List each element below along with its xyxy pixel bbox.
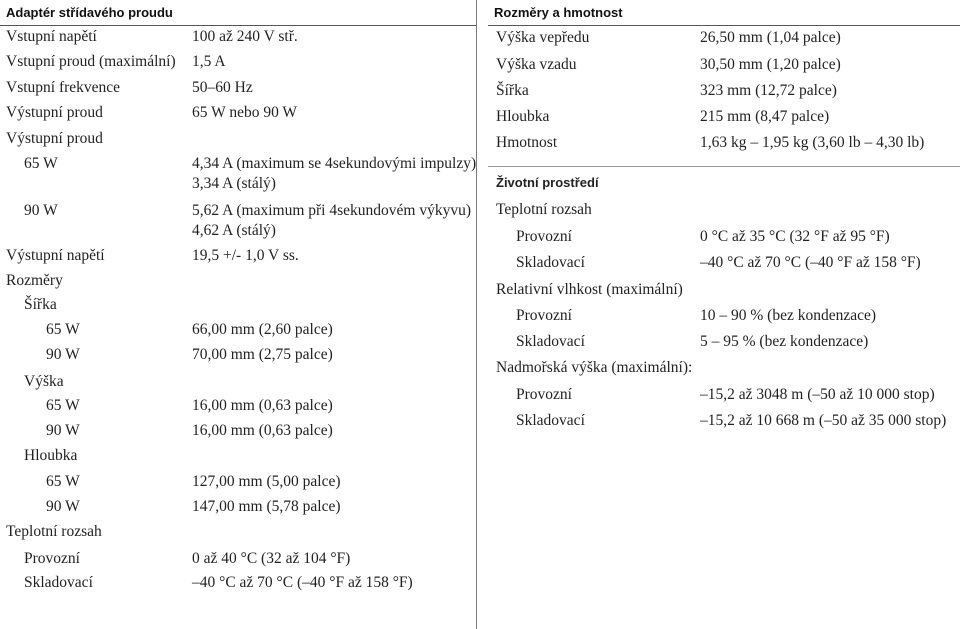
- spec-label: Vstupní proud (maximální): [6, 53, 176, 70]
- spec-label: Vstupní frekvence: [6, 79, 121, 96]
- ac-adapter-table: [0, 0, 477, 629]
- spec-value: –40 °C až 70 °C (–40 °F až 158 °F): [192, 574, 413, 591]
- spec-value-secondary: 3,34 A (stálý): [192, 175, 276, 192]
- spec-value: 30,50 mm (1,20 palce): [700, 56, 841, 73]
- spec-value: 215 mm (8,47 palce): [700, 108, 830, 125]
- spec-value: 16,00 mm (0,63 palce): [192, 422, 333, 439]
- spec-label: Skladovací: [516, 333, 585, 350]
- spec-label: Nadmořská výška (maximální):: [496, 359, 693, 376]
- spec-value: 16,00 mm (0,63 palce): [192, 397, 333, 414]
- spec-label: Výška vepředu: [496, 29, 590, 46]
- spec-label: Šířka: [496, 82, 529, 99]
- ac-adapter-title: Adaptér střídavého proudu: [0, 0, 476, 26]
- spec-label: 65 W: [46, 397, 80, 414]
- spec-value: 26,50 mm (1,04 palce): [700, 29, 841, 46]
- spec-label: Teplotní rozsah: [6, 523, 102, 540]
- spec-label: 65 W: [46, 321, 80, 338]
- spec-label: Hloubka: [496, 108, 550, 125]
- spec-label: Skladovací: [516, 254, 585, 271]
- spec-label: 65 W: [24, 155, 58, 172]
- spec-label: 90 W: [46, 498, 80, 515]
- spec-value: 127,00 mm (5,00 palce): [192, 473, 341, 490]
- spec-value: 50–60 Hz: [192, 79, 253, 96]
- spec-label: Výška: [24, 373, 64, 390]
- spec-value: 70,00 mm (2,75 palce): [192, 346, 333, 363]
- dimensions-weight-title: Rozměry a hmotnost: [488, 0, 960, 26]
- spec-label: 65 W: [46, 473, 80, 490]
- spec-label: Skladovací: [24, 574, 93, 591]
- spec-label: Výstupní proud: [6, 104, 103, 121]
- spec-label: Provozní: [516, 307, 572, 324]
- spec-label: Relativní vlhkost (maximální): [496, 281, 683, 298]
- section-divider: [488, 166, 960, 167]
- spec-label: Výstupní proud: [6, 130, 103, 147]
- dimensions-weight-table: [488, 0, 960, 440]
- spec-value: 19,5 +/- 1,0 V ss.: [192, 247, 299, 264]
- spec-value: 147,00 mm (5,78 palce): [192, 498, 341, 515]
- spec-value: 0 °C až 35 °C (32 °F až 95 °F): [700, 228, 890, 245]
- spec-label: Teplotní rozsah: [496, 201, 592, 218]
- spec-label: Skladovací: [516, 412, 585, 429]
- spec-label: Výstupní napětí: [6, 247, 105, 264]
- spec-value: 323 mm (12,72 palce): [700, 82, 837, 99]
- spec-value: –15,2 až 3048 m (–50 až 10 000 stop): [700, 386, 935, 403]
- spec-label: Výška vzadu: [496, 56, 577, 73]
- spec-label: Šířka: [24, 296, 57, 313]
- spec-label: 90 W: [46, 422, 80, 439]
- spec-label: Rozměry: [6, 272, 63, 289]
- spec-value: 66,00 mm (2,60 palce): [192, 321, 333, 338]
- spec-value: 10 – 90 % (bez kondenzace): [700, 307, 877, 324]
- spec-value: 65 W nebo 90 W: [192, 104, 298, 121]
- spec-label: Hmotnost: [496, 134, 558, 151]
- spec-label: Provozní: [24, 550, 80, 567]
- spec-label: Hloubka: [24, 447, 78, 464]
- spec-value: 5 – 95 % (bez kondenzace): [700, 333, 869, 350]
- spec-value: 0 až 40 °C (32 až 104 °F): [192, 550, 351, 567]
- environment-title: Životní prostředí: [496, 175, 599, 190]
- spec-value: 1,5 A: [192, 53, 226, 70]
- spec-label: 90 W: [24, 202, 58, 219]
- spec-label: 90 W: [46, 346, 80, 363]
- spec-value: –40 °C až 70 °C (–40 °F až 158 °F): [700, 254, 921, 271]
- spec-value: 4,34 A (maximum se 4sekundovými impulzy): [192, 155, 477, 172]
- spec-value: 5,62 A (maximum při 4sekundovém výkyvu): [192, 202, 471, 219]
- spec-value: –15,2 až 10 668 m (–50 až 35 000 stop): [700, 412, 947, 429]
- spec-value: 100 až 240 V stř.: [192, 28, 298, 45]
- spec-label: Provozní: [516, 386, 572, 403]
- spec-value-secondary: 4,62 A (stálý): [192, 222, 276, 239]
- spec-label: Provozní: [516, 228, 572, 245]
- spec-value: 1,63 kg – 1,95 kg (3,60 lb – 4,30 lb): [700, 134, 925, 151]
- spec-label: Vstupní napětí: [6, 28, 97, 45]
